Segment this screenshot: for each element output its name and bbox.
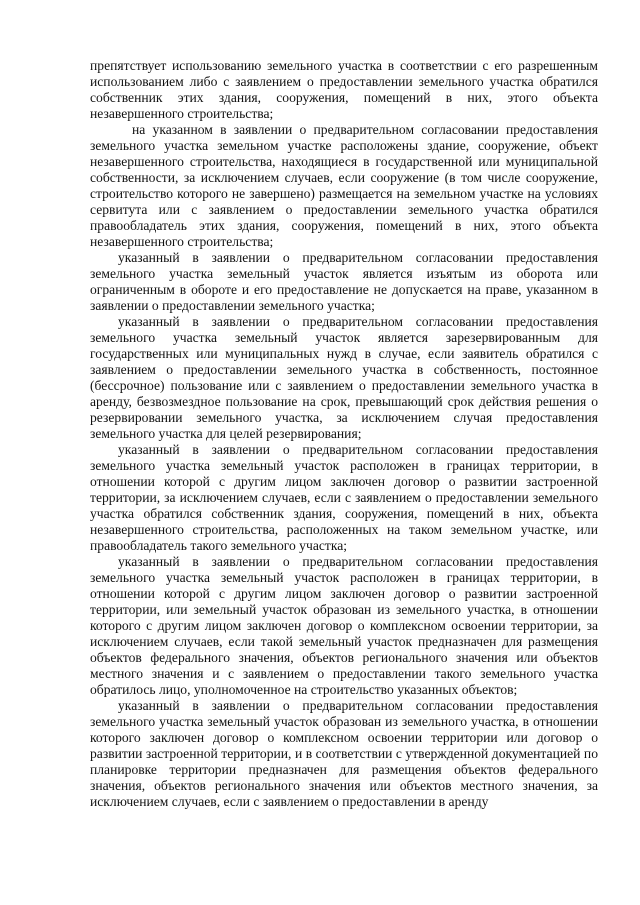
paragraph-6: указанный в заявлении о предварительном согласовании предоставления земельного участка земельный участок расположен в границах территории, в отношении которой с другим лицом заключен договор о развитии застроенной территории, или земельный участок образован из земельного участка, в отношении которого с другим лицом заключен договор о комплексном освоении территории, за исключением случаев, если такой земельный участок предназначен для размещения объектов федерального значения, объектов регионального значения или объектов местного значения и с заявлением о предоставлении такого земельного участка обратилось лицо, уполномоченное на строительство указанных объектов; xyxy=(90,554,598,697)
document-page xyxy=(90,58,598,810)
paragraph-4: указанный в заявлении о предварительном согласовании предоставления земельного участка земельный участок является зарезервированным для государственных или муниципальных нужд в случае, если заявитель обратился с заявлением о предоставлении земельного участка в собственность, постоянное (бессрочное) пользование или с заявлением о предоставлении земельного участка в аренду, безвозмездное пользование на срок, превышающий срок действия решения о резервировании земельного участка, за исключением случая предоставления земельного участка для целей резервирования; xyxy=(90,314,598,441)
paragraph-2: на указанном в заявлении о предварительном согласовании предоставления земельного участка земельном участке расположены здание, сооружение, объект незавершенного строительства, находящиеся в государственной или муниципальной собственности, за исключением случаев, если сооружение (в том числе сооружение, строительство которого не завершено) размещается на земельном участке на условиях сервитута или с заявлением о предоставлении земельного участка обратился правообладатель этих здания, сооружения, помещений в них, этого объекта незавершенного строительства; xyxy=(90,122,598,249)
paragraph-5: указанный в заявлении о предварительном согласовании предоставления земельного участка земельный участок расположен в границах территории, в отношении которой с другим лицом заключен договор о развитии застроенной территории, за исключением случаев, если с заявлением о предоставлении земельного участка обратился собственник здания, сооружения, помещений в них, объекта незавершенного строительства, расположенных на таком земельном участке, или правообладатель такого земельного участка; xyxy=(90,442,598,553)
paragraph-1: препятствует использованию земельного участка в соответствии с его разрешенным использованием либо с заявлением о предоставлении земельного участка обратился собственник этих здания, сооружения, помещений в них, этого объекта незавершенного строительства; xyxy=(90,58,598,121)
paragraph-3: указанный в заявлении о предварительном согласовании предоставления земельного участка земельный участок является изъятым из оборота или ограниченным в обороте и его предоставление не допускается на праве, указанном в заявлении о предоставлении земельного участка; xyxy=(90,250,598,313)
paragraph-7: указанный в заявлении о предварительном согласовании предоставления земельного участка земельный участок образован из земельного участка, в отношении которого заключен договор о комплексном освоении территории или договор о развитии застроенной территории, и в соответствии с утвержденной документацией по планировке территории предназначен для размещения объектов федерального значения, объектов регионального значения или объектов местного значения, за исключением случаев, если с заявлением о предоставлении в аренду xyxy=(90,698,598,809)
